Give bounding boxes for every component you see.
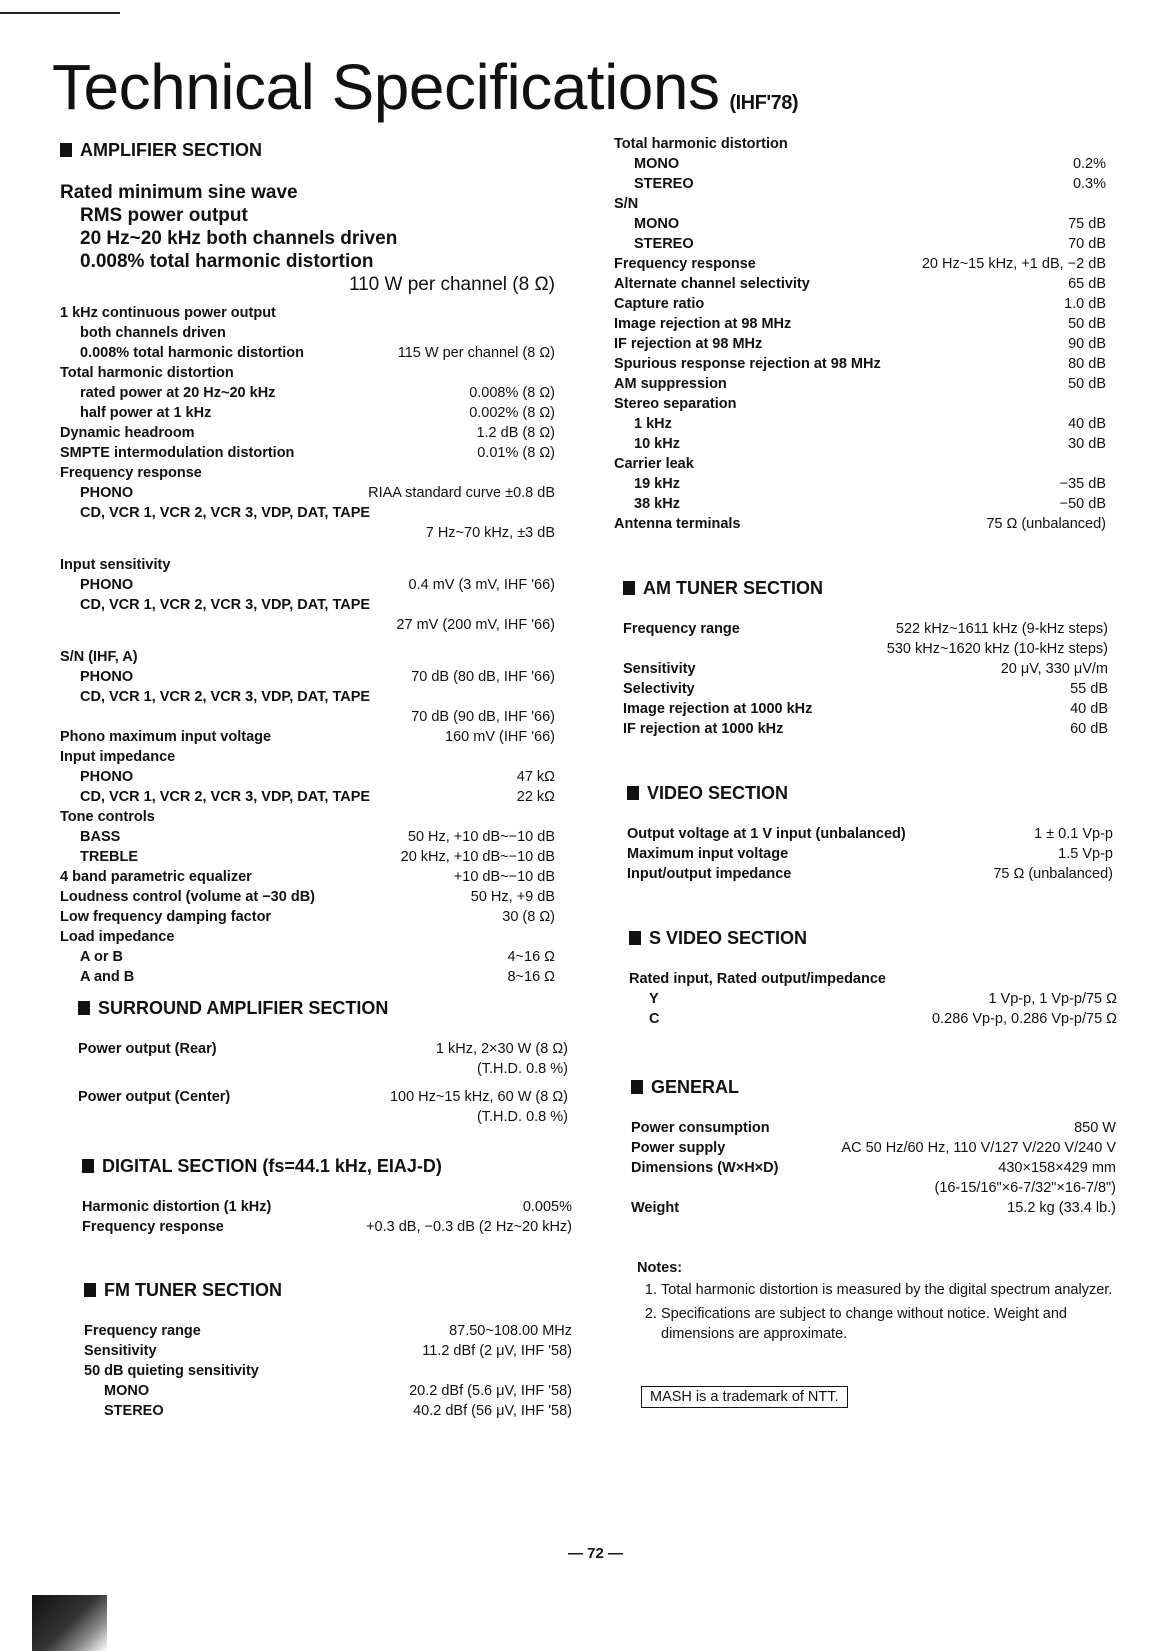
square-bullet-icon: [623, 581, 635, 595]
am-image-row: Image rejection at 1000 kHz 40 dB: [623, 701, 1108, 717]
fm-block: [84, 1280, 572, 1421]
general-dimensions-inches: (16-15/16"×6-7/32"×16-7/8"): [934, 1180, 1116, 1196]
imp-cd-row: CD, VCR 1, VCR 2, VCR 3, VDP, DAT, TAPE 22 kΩ: [80, 789, 555, 805]
am-selectivity-row: Selectivity 55 dB: [623, 681, 1108, 697]
fm-sep-1k-row: 1 kHz 40 dB: [634, 416, 1106, 432]
general-power-consumption-row: Power consumption 850 W: [631, 1120, 1116, 1136]
load-impedance-label: Load impedance: [60, 929, 175, 945]
square-bullet-icon: [84, 1283, 96, 1297]
square-bullet-icon: [629, 931, 641, 945]
fm-sn-mono-row: MONO 75 dB: [634, 216, 1106, 232]
fm-spurious-row: Spurious response rejection at 98 MHz 80 dB: [614, 356, 1106, 372]
fm-alt-selectivity-row: Alternate channel selectivity 65 dB: [614, 276, 1106, 292]
am-block: [623, 578, 1108, 739]
notes-list: [637, 1280, 1121, 1344]
treble-row: TREBLE 20 kHz, +10 dB~−10 dB: [80, 849, 555, 865]
fm-capture-row: Capture ratio 1.0 dB: [614, 296, 1106, 312]
rated-line-2: RMS power output: [80, 205, 248, 226]
page-title: [52, 50, 798, 124]
parametric-eq-row: 4 band parametric equalizer +10 dB~−10 dB: [60, 869, 555, 885]
dynamic-headroom-row: Dynamic headroom 1.2 dB (8 Ω): [60, 425, 555, 441]
amplifier-section-heading: AMPLIFIER SECTION: [60, 140, 555, 161]
fm-sep-10k-row: 10 kHz 30 dB: [634, 436, 1106, 452]
video-block: [627, 783, 1113, 884]
fm-thd-label: Total harmonic distortion: [614, 136, 788, 152]
square-bullet-icon: [78, 1001, 90, 1015]
sens-cd-label: CD, VCR 1, VCR 2, VCR 3, VDP, DAT, TAPE: [80, 597, 371, 613]
surround-center-thd: (T.H.D. 0.8 %): [476, 1109, 568, 1125]
square-bullet-icon: [60, 143, 72, 157]
sens-phono-row: PHONO 0.4 mV (3 mV, IHF '66): [80, 577, 555, 593]
digital-block: [82, 1156, 572, 1237]
am-range-row: Frequency range 522 kHz~1611 kHz (9-kHz steps): [623, 621, 1108, 637]
am-sens-row: Sensitivity 20 μV, 330 μV/m: [623, 661, 1108, 677]
fm-section-heading: FM TUNER SECTION: [84, 1280, 572, 1301]
fm-thd-mono-row: MONO 0.2%: [634, 156, 1106, 172]
video-max-input-row: Maximum input voltage 1.5 Vp-p: [627, 846, 1113, 862]
fm-carrier-leak-label: Carrier leak: [614, 456, 694, 472]
tone-controls-label: Tone controls: [60, 809, 155, 825]
fm-sn-stereo-row: STEREO 70 dB: [634, 236, 1106, 252]
video-impedance-row: Input/output impedance 75 Ω (unbalanced): [627, 866, 1113, 882]
sn-cd-label: CD, VCR 1, VCR 2, VCR 3, VDP, DAT, TAPE: [80, 689, 371, 705]
scan-smudge: [32, 1595, 107, 1651]
fm-quieting-label: 50 dB quieting sensitivity: [84, 1363, 259, 1379]
rated-line-3: 20 Hz~20 kHz both channels driven: [80, 228, 398, 249]
sn-label: S/N (IHF, A): [60, 649, 138, 665]
freq-cd-label: CD, VCR 1, VCR 2, VCR 3, VDP, DAT, TAPE: [80, 505, 371, 521]
freq-phono-row: PHONO RIAA standard curve ±0.8 dB: [80, 485, 555, 501]
bass-row: BASS 50 Hz, +10 dB~−10 dB: [80, 829, 555, 845]
fm-sens-row: Sensitivity 11.2 dBf (2 μV, IHF '58): [84, 1343, 572, 1359]
power-1khz-label: 1 kHz continuous power output: [60, 305, 276, 321]
fm-continued-block: [614, 134, 1106, 534]
surround-center-row: Power output (Center) 100 Hz~15 kHz, 60 W (8 Ω): [78, 1089, 568, 1105]
fm-antenna-row: Antenna terminals 75 Ω (unbalanced): [614, 516, 1106, 532]
svideo-block: [629, 928, 1117, 1029]
rated-value: 110 W per channel (8 Ω): [348, 274, 555, 295]
digital-hd-row: Harmonic distortion (1 kHz) 0.005%: [82, 1199, 572, 1215]
sn-phono-row: PHONO 70 dB (80 dB, IHF '66): [80, 669, 555, 685]
sn-cd-value: 70 dB (90 dB, IHF '66): [411, 709, 555, 725]
page-number: — 72 —: [568, 1545, 624, 1562]
input-impedance-label: Input impedance: [60, 749, 176, 765]
surround-rear-row: Power output (Rear) 1 kHz, 2×30 W (8 Ω): [78, 1041, 568, 1057]
video-output-row: Output voltage at 1 V input (unbalanced) 1 ± 0.1 Vp-p: [627, 826, 1113, 842]
svideo-c-row: C 0.286 Vp-p, 0.286 Vp-p/75 Ω: [649, 1011, 1117, 1027]
fm-if-row: IF rejection at 98 MHz 90 dB: [614, 336, 1106, 352]
digital-section-heading: DIGITAL SECTION (fs=44.1 kHz, EIAJ-D): [82, 1156, 572, 1177]
imp-phono-row: PHONO 47 kΩ: [80, 769, 555, 785]
am-range-value-2: 530 kHz~1620 kHz (10-kHz steps): [886, 641, 1108, 657]
loudness-row: Loudness control (volume at −30 dB) 50 Hz, +9 dB: [60, 889, 555, 905]
am-section-heading: AM TUNER SECTION: [623, 578, 1108, 599]
thd-rated-row: rated power at 20 Hz~20 kHz 0.008% (8 Ω): [80, 385, 555, 401]
general-dimensions-row: Dimensions (W×H×D) 430×158×429 mm: [631, 1160, 1116, 1176]
sens-cd-value: 27 mV (200 mV, IHF '66): [396, 617, 555, 633]
note-item: 2. Specifications are subject to change without notice. Weight and dimensions are approximate.: [661, 1304, 1121, 1344]
square-bullet-icon: [631, 1080, 643, 1094]
left-column: [60, 140, 555, 987]
surround-rear-thd: (T.H.D. 0.8 %): [476, 1061, 568, 1077]
square-bullet-icon: [82, 1159, 94, 1173]
thd-half-row: half power at 1 kHz 0.002% (8 Ω): [80, 405, 555, 421]
phono-max-row: Phono maximum input voltage 160 mV (IHF '66): [60, 729, 555, 745]
page-subtitle: (IHF'78): [729, 92, 799, 114]
note-item: 1. Total harmonic distortion is measured by the digital spectrum analyzer.: [661, 1280, 1121, 1300]
thd-label: Total harmonic distortion: [60, 365, 234, 381]
page-title-text: Technical Specifications: [52, 51, 720, 123]
general-block: [631, 1077, 1116, 1218]
top-rule: [0, 12, 120, 14]
fm-image-row: Image rejection at 98 MHz 50 dB: [614, 316, 1106, 332]
square-bullet-icon: [627, 786, 639, 800]
rated-line-4: 0.008% total harmonic distortion: [80, 251, 374, 272]
surround-section-heading: SURROUND AMPLIFIER SECTION: [78, 998, 568, 1019]
fm-am-suppression-row: AM suppression 50 dB: [614, 376, 1106, 392]
smpte-row: SMPTE intermodulation distortion 0.01% (8 Ω): [60, 445, 555, 461]
am-if-row: IF rejection at 1000 kHz 60 dB: [623, 721, 1108, 737]
freq-response-label: Frequency response: [60, 465, 202, 481]
general-section-heading: GENERAL: [631, 1077, 1116, 1098]
notes-heading: Notes:: [637, 1260, 683, 1276]
video-section-heading: VIDEO SECTION: [627, 783, 1113, 804]
fm-freq-response-row: Frequency response 20 Hz~15 kHz, +1 dB, −2 dB: [614, 256, 1106, 272]
power-1khz-sub: both channels driven: [80, 325, 226, 341]
fm-range-row: Frequency range 87.50~108.00 MHz: [84, 1323, 572, 1339]
fm-quieting-mono-row: MONO 20.2 dBf (5.6 μV, IHF '58): [104, 1383, 572, 1399]
trademark-box: MASH is a trademark of NTT.: [641, 1386, 848, 1408]
general-weight-row: Weight 15.2 kg (33.4 lb.): [631, 1200, 1116, 1216]
svideo-rated-label: Rated input, Rated output/impedance: [629, 971, 886, 987]
rated-line-1: Rated minimum sine wave: [60, 182, 298, 203]
freq-cd-value: 7 Hz~70 kHz, ±3 dB: [425, 525, 555, 541]
load-a-and-b-row: A and B 8~16 Ω: [80, 969, 555, 985]
general-power-supply-row: Power supply AC 50 Hz/60 Hz, 110 V/127 V/220 V/240 V: [631, 1140, 1116, 1156]
surround-block: [78, 998, 568, 1127]
svideo-section-heading: S VIDEO SECTION: [629, 928, 1117, 949]
fm-separation-label: Stereo separation: [614, 396, 737, 412]
fm-quieting-stereo-row: STEREO 40.2 dBf (56 μV, IHF '58): [104, 1403, 572, 1419]
fm-leak-38k-row: 38 kHz −50 dB: [634, 496, 1106, 512]
fm-sn-label: S/N: [614, 196, 639, 212]
digital-fr-row: Frequency response +0.3 dB, −0.3 dB (2 Hz~20 kHz): [82, 1219, 572, 1235]
fm-thd-stereo-row: STEREO 0.3%: [634, 176, 1106, 192]
damping-row: Low frequency damping factor 30 (8 Ω): [60, 909, 555, 925]
power-1khz-row: 0.008% total harmonic distortion 115 W per channel (8 Ω): [80, 345, 555, 361]
input-sensitivity-label: Input sensitivity: [60, 557, 171, 573]
svideo-y-row: Y 1 Vp-p, 1 Vp-p/75 Ω: [649, 991, 1117, 1007]
notes-block: [637, 1258, 1121, 1348]
fm-leak-19k-row: 19 kHz −35 dB: [634, 476, 1106, 492]
load-a-or-b-row: A or B 4~16 Ω: [80, 949, 555, 965]
